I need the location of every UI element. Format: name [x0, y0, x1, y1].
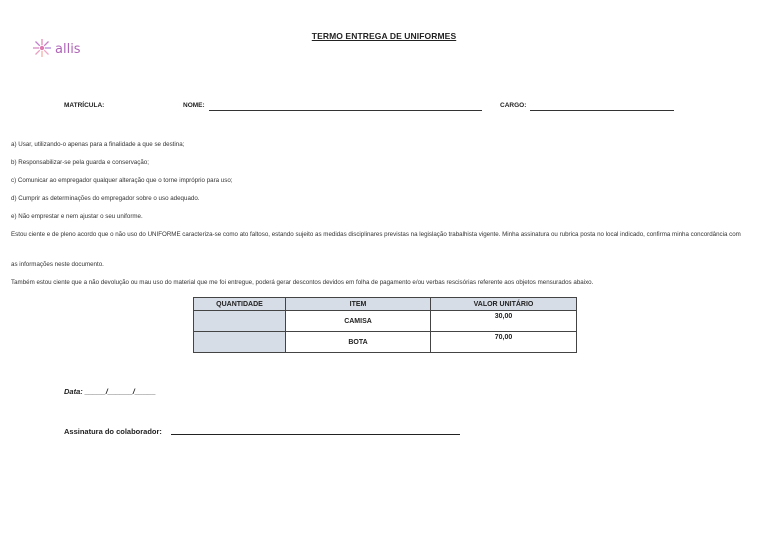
cell-item: BOTA	[286, 332, 431, 353]
cell-item: CAMISA	[286, 311, 431, 332]
signature-line[interactable]	[171, 426, 460, 435]
table-row	[194, 311, 577, 332]
paragraph-tambem: Também estou ciente que a não devolução ou mau uso do material que me foi entregue, poderá gerar descontos devidos em folha de pagamento e/ou verbas rescisórias referente aos objetos mensurados abaixo.	[11, 279, 594, 286]
cell-quantidade[interactable]	[194, 332, 286, 353]
table-row	[194, 332, 577, 353]
cargo-field-line[interactable]	[530, 102, 674, 111]
matricula-label: MATRÍCULA:	[64, 102, 105, 109]
cell-valor: 70,00	[431, 332, 577, 353]
paragraph-informacoes: as informações neste documento.	[11, 261, 104, 268]
list-item-e: e) Não emprestar e nem ajustar o seu uniforme.	[11, 213, 143, 220]
header-valor: VALOR UNITÁRIO	[431, 298, 577, 311]
nome-field-line[interactable]	[209, 102, 482, 111]
nome-label: NOME:	[183, 102, 205, 109]
cargo-label: CARGO:	[500, 102, 527, 109]
header-quantidade: QUANTIDADE	[194, 298, 286, 311]
uniform-table	[193, 297, 577, 353]
paragraph-ciente: Estou ciente e de pleno acordo que o não uso do UNIFORME caracteriza-se como ato faltoso, estando sujeito as medidas disciplinares previstas na legislação trabalhista vigente. Minha assinatura ou rubrica posta no local indicado, confirma minha concordância com	[11, 231, 741, 238]
cell-quantidade[interactable]	[194, 311, 286, 332]
table-header-row	[194, 298, 577, 311]
signature-label: Assinatura do colaborador:	[64, 427, 162, 436]
date-field[interactable]: Data: _____/______/_____	[64, 387, 156, 396]
cell-valor: 30,00	[431, 311, 577, 332]
list-item-a: a) Usar, utilizando-o apenas para a finalidade a que se destina;	[11, 141, 185, 148]
document-title: TERMO ENTREGA DE UNIFORMES	[311, 31, 457, 41]
list-item-d: d) Cumprir as determinações do empregador sobre o uso adequado.	[11, 195, 200, 202]
logo-text: allis	[55, 42, 81, 57]
list-item-b: b) Responsabilizar-se pela guarda e conservação;	[11, 159, 149, 166]
list-item-c: c) Comunicar ao empregador qualquer alteração que o torne impróprio para uso;	[11, 177, 233, 184]
header-item: ITEM	[286, 298, 431, 311]
